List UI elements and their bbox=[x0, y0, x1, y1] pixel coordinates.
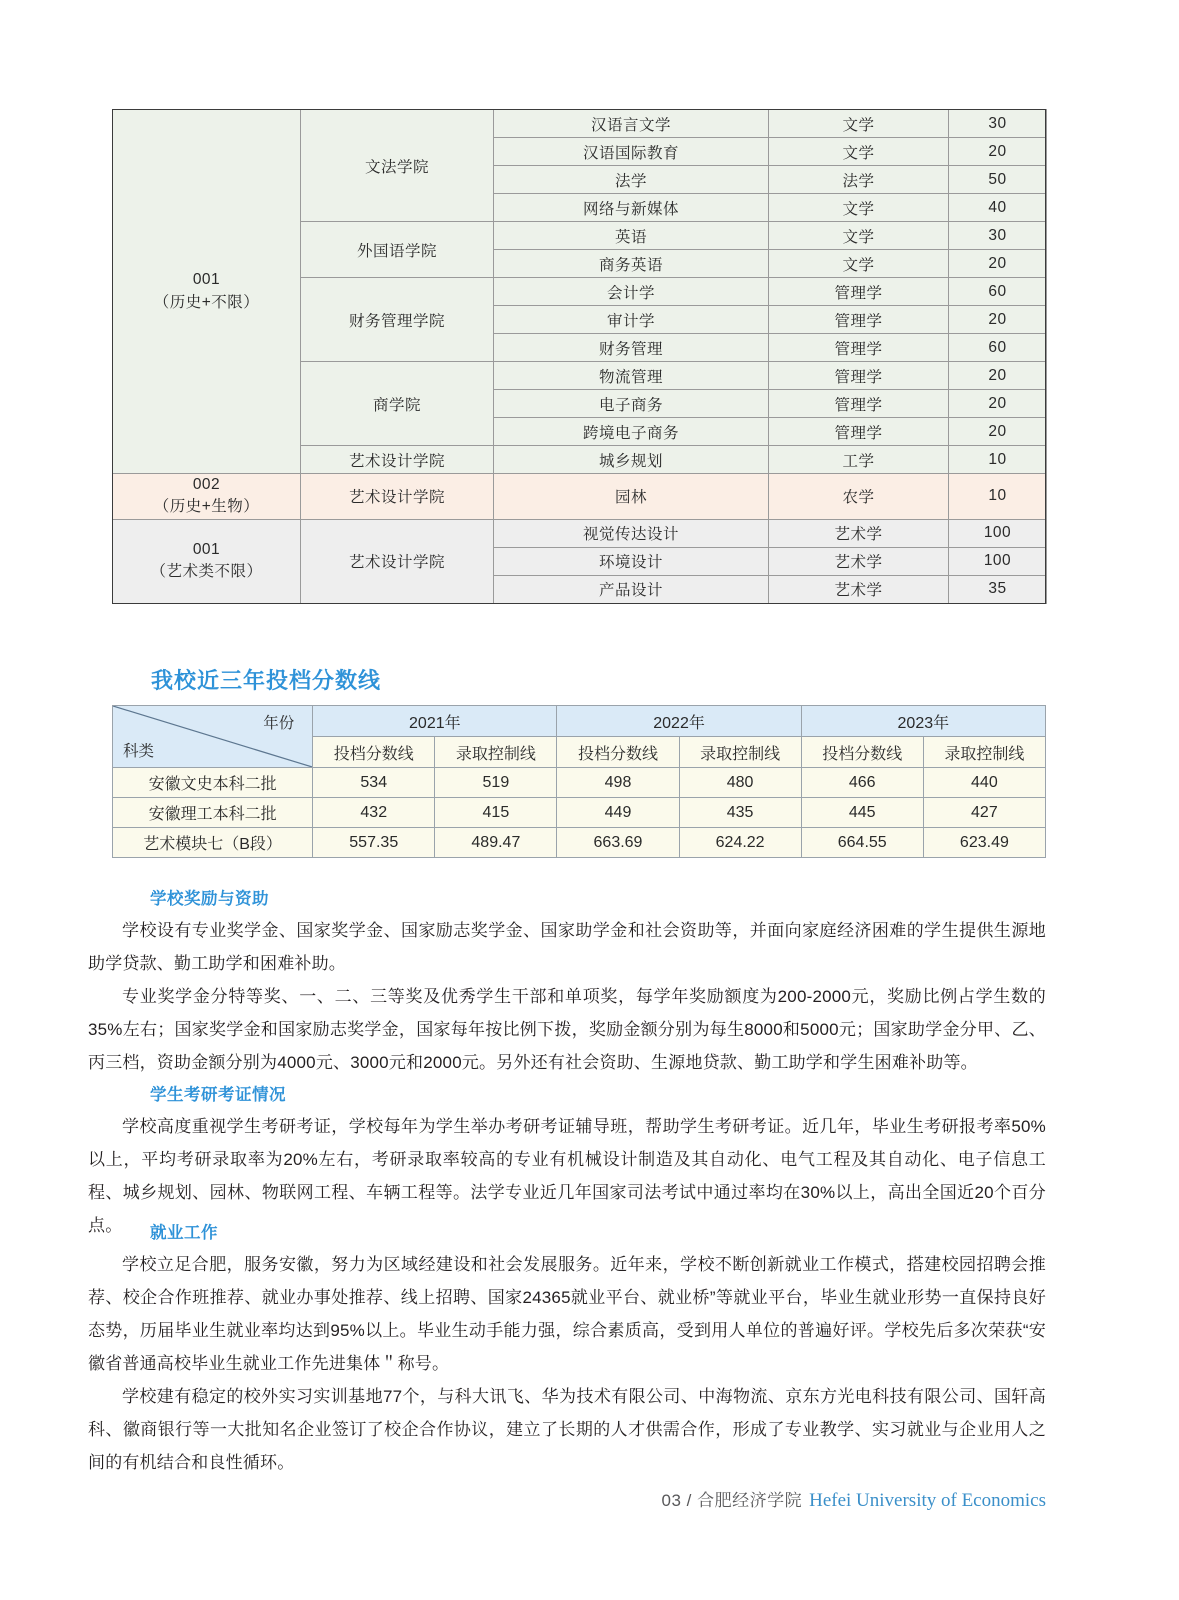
major-group-code-cell bbox=[113, 519, 301, 603]
major-name-cell: 汉语言文学 bbox=[494, 110, 769, 138]
score-table-corner-cell bbox=[113, 706, 313, 768]
section-employment-paragraph-1: 学校立足合肥，服务安徽，努力为区域经建设和社会发展服务。近年来，学校不断创新就业工作模式，搭建校园招聘会推荐、校企合作班推荐、就业办事处推荐、线上招聘、国家24365就业平台、就业桥”等就业平台，毕业生就业形势一直保持良好态势，历届毕业生就业率均达到95%以上。毕业生动手能力强，综合素质高，受到用人单位的普遍好评。学校先后多次荣获“安徽省普通高校毕业生就业工作先进集体＂称号。 bbox=[88, 1255, 1046, 1373]
score-value-cell: 489.47 bbox=[435, 828, 557, 858]
plan-count-cell: 60 bbox=[949, 334, 1047, 362]
score-table-header-row-years bbox=[113, 706, 1046, 737]
corner-year-label: 年份 bbox=[263, 715, 295, 732]
plan-count-cell: 35 bbox=[949, 575, 1047, 603]
degree-category-cell: 法学 bbox=[769, 166, 949, 194]
table-row bbox=[113, 798, 1046, 828]
plan-count-cell: 20 bbox=[949, 390, 1047, 418]
section-awards-paragraph-2: 专业奖学金分特等奖、一、二、三等奖及优秀学生干部和单项奖，每学年奖励额度为200-2000元，奖励比例占学生数的35%左右；国家奖学金和国家励志奖学金，国家每年按比例下拨，奖励金额分别为每生8000和5000元；国家助学金分甲、乙、丙三档，资助金额分别为4000元、3000元和2000元。另外还有社会资助、生源地贷款、勤工助学和学生困难补助等。 bbox=[88, 987, 1046, 1072]
score-value-cell: 519 bbox=[435, 768, 557, 798]
majors-plan-table bbox=[112, 109, 1047, 604]
plan-count-cell: 30 bbox=[949, 110, 1047, 138]
plan-count-cell: 100 bbox=[949, 519, 1047, 547]
score-table-metric-header: 录取控制线 bbox=[435, 737, 557, 768]
score-table-metric-header: 投档分数线 bbox=[801, 737, 923, 768]
score-table-metric-header: 录取控制线 bbox=[923, 737, 1045, 768]
degree-category-cell: 农学 bbox=[769, 474, 949, 520]
score-table-metric-header: 录取控制线 bbox=[679, 737, 801, 768]
score-value-cell: 557.35 bbox=[313, 828, 435, 858]
score-value-cell: 445 bbox=[801, 798, 923, 828]
degree-category-cell: 管理学 bbox=[769, 306, 949, 334]
section-employment-paragraph-2: 学校建有稳定的校外实习实训基地77个，与科大讯飞、华为技术有限公司、中海物流、京东方光电科技有限公司、国轩高科、徽商银行等一大批知名企业签订了校企合作协议，建立了长期的人才供需合作，形成了专业教学、实习就业与企业用人之间的有机结合和良性循环。 bbox=[88, 1387, 1046, 1472]
college-name-cell: 商学院 bbox=[301, 362, 494, 446]
score-value-cell: 663.69 bbox=[557, 828, 679, 858]
plan-count-cell: 50 bbox=[949, 166, 1047, 194]
score-value-cell: 623.49 bbox=[923, 828, 1045, 858]
degree-category-cell: 工学 bbox=[769, 446, 949, 474]
plan-count-cell: 10 bbox=[949, 474, 1047, 520]
section-awards-paragraph-1: 学校设有专业奖学金、国家奖学金、国家励志奖学金、国家助学金和社会资助等，并面向家庭经济困难的学生提供生源地助学贷款、勤工助学和困难补助。 bbox=[88, 921, 1046, 973]
plan-count-cell: 20 bbox=[949, 138, 1047, 166]
major-group-code: 001 bbox=[192, 271, 221, 289]
footer-page-and-school-name: 03 / 合肥经济学院 bbox=[661, 1491, 803, 1510]
major-name-cell: 物流管理 bbox=[494, 362, 769, 390]
score-category-cell: 安徽理工本科二批 bbox=[113, 798, 313, 828]
degree-category-cell: 文学 bbox=[769, 222, 949, 250]
score-value-cell: 664.55 bbox=[801, 828, 923, 858]
plan-count-cell: 20 bbox=[949, 362, 1047, 390]
major-name-cell: 网络与新媒体 bbox=[494, 194, 769, 222]
degree-category-cell: 管理学 bbox=[769, 390, 949, 418]
major-group-code-cell bbox=[113, 474, 301, 520]
college-name-cell: 艺术设计学院 bbox=[301, 519, 494, 603]
college-name-cell: 艺术设计学院 bbox=[301, 446, 494, 474]
major-name-cell: 商务英语 bbox=[494, 250, 769, 278]
plan-count-cell: 30 bbox=[949, 222, 1047, 250]
score-table-year-header: 2022年 bbox=[557, 706, 801, 737]
major-name-cell: 跨境电子商务 bbox=[494, 418, 769, 446]
major-name-cell: 产品设计 bbox=[494, 575, 769, 603]
section-awards bbox=[88, 884, 1046, 1079]
score-table-metric-header: 投档分数线 bbox=[313, 737, 435, 768]
major-name-cell: 英语 bbox=[494, 222, 769, 250]
section-awards-title: 学校奖励与资助 bbox=[150, 890, 269, 908]
degree-category-cell: 管理学 bbox=[769, 278, 949, 306]
score-section-heading: 我校近三年投档分数线 bbox=[151, 668, 382, 693]
degree-category-cell: 艺术学 bbox=[769, 519, 949, 547]
college-name-cell: 财务管理学院 bbox=[301, 278, 494, 362]
major-name-cell: 环境设计 bbox=[494, 547, 769, 575]
section-employment bbox=[88, 1218, 1046, 1479]
degree-category-cell: 文学 bbox=[769, 250, 949, 278]
score-value-cell: 466 bbox=[801, 768, 923, 798]
major-name-cell: 电子商务 bbox=[494, 390, 769, 418]
section-exam-paragraph-1: 学校高度重视学生考研考证，学校每年为学生举办考研考证辅导班，帮助学生考研考证。近几年，毕业生考研报考率50%以上，平均考研录取率为20%左右，考研录取率较高的专业有机械设计制造及其自动化、电气工程及其自动化、电子信息工程、城乡规划、园林、物联网工程、车辆工程等。法学专业近几年国家司法考试中通过率均在30%以上，高出全国近20个百分点。 bbox=[88, 1117, 1046, 1235]
score-value-cell: 498 bbox=[557, 768, 679, 798]
score-value-cell: 534 bbox=[313, 768, 435, 798]
major-group-code: 001 bbox=[192, 540, 221, 558]
plan-count-cell: 20 bbox=[949, 418, 1047, 446]
page-footer bbox=[662, 1486, 1047, 1512]
score-table-year-header: 2021年 bbox=[313, 706, 557, 737]
table-row bbox=[113, 519, 1047, 547]
plan-count-cell: 20 bbox=[949, 306, 1047, 334]
score-lines-table-container bbox=[112, 705, 1046, 858]
degree-category-cell: 文学 bbox=[769, 194, 949, 222]
degree-category-cell: 文学 bbox=[769, 138, 949, 166]
plan-count-cell: 40 bbox=[949, 194, 1047, 222]
table-row bbox=[113, 474, 1047, 520]
major-name-cell: 法学 bbox=[494, 166, 769, 194]
major-group-subject-requirement: （历史+不限） bbox=[153, 293, 260, 311]
plan-count-cell: 100 bbox=[949, 547, 1047, 575]
major-name-cell: 园林 bbox=[494, 474, 769, 520]
major-group-code: 002 bbox=[192, 476, 221, 493]
score-value-cell: 435 bbox=[679, 798, 801, 828]
score-value-cell: 415 bbox=[435, 798, 557, 828]
major-name-cell: 视觉传达设计 bbox=[494, 519, 769, 547]
footer-english-school-name: Hefei University of Economics bbox=[809, 1490, 1046, 1511]
college-name-cell: 外国语学院 bbox=[301, 222, 494, 278]
major-group-subject-requirement: （艺术类不限） bbox=[150, 563, 263, 581]
corner-category-label: 科类 bbox=[123, 743, 155, 760]
score-value-cell: 432 bbox=[313, 798, 435, 828]
college-name-cell: 文法学院 bbox=[301, 110, 494, 222]
section-employment-title: 就业工作 bbox=[150, 1224, 218, 1242]
major-group-code-cell bbox=[113, 110, 301, 474]
table-row bbox=[113, 110, 1047, 138]
degree-category-cell: 管理学 bbox=[769, 362, 949, 390]
score-lines-table bbox=[112, 705, 1046, 858]
table-row bbox=[113, 828, 1046, 858]
score-table-metric-header: 投档分数线 bbox=[557, 737, 679, 768]
major-name-cell: 城乡规划 bbox=[494, 446, 769, 474]
major-name-cell: 审计学 bbox=[494, 306, 769, 334]
major-group-subject-requirement: （历史+生物） bbox=[153, 498, 260, 516]
college-name-cell: 艺术设计学院 bbox=[301, 474, 494, 520]
degree-category-cell: 文学 bbox=[769, 110, 949, 138]
score-category-cell: 安徽文史本科二批 bbox=[113, 768, 313, 798]
degree-category-cell: 管理学 bbox=[769, 334, 949, 362]
degree-category-cell: 管理学 bbox=[769, 418, 949, 446]
plan-count-cell: 20 bbox=[949, 250, 1047, 278]
degree-category-cell: 艺术学 bbox=[769, 547, 949, 575]
plan-count-cell: 10 bbox=[949, 446, 1047, 474]
score-category-cell: 艺术模块七（B段） bbox=[113, 828, 313, 858]
score-value-cell: 480 bbox=[679, 768, 801, 798]
major-name-cell: 汉语国际教育 bbox=[494, 138, 769, 166]
score-value-cell: 624.22 bbox=[679, 828, 801, 858]
degree-category-cell: 艺术学 bbox=[769, 575, 949, 603]
major-name-cell: 财务管理 bbox=[494, 334, 769, 362]
plan-count-cell: 60 bbox=[949, 278, 1047, 306]
major-name-cell: 会计学 bbox=[494, 278, 769, 306]
score-table-year-header: 2023年 bbox=[801, 706, 1045, 737]
score-value-cell: 427 bbox=[923, 798, 1045, 828]
table-row bbox=[113, 768, 1046, 798]
score-value-cell: 449 bbox=[557, 798, 679, 828]
majors-plan-table-container bbox=[112, 109, 1046, 604]
score-value-cell: 440 bbox=[923, 768, 1045, 798]
section-exam-title: 学生考研考证情况 bbox=[150, 1086, 286, 1104]
